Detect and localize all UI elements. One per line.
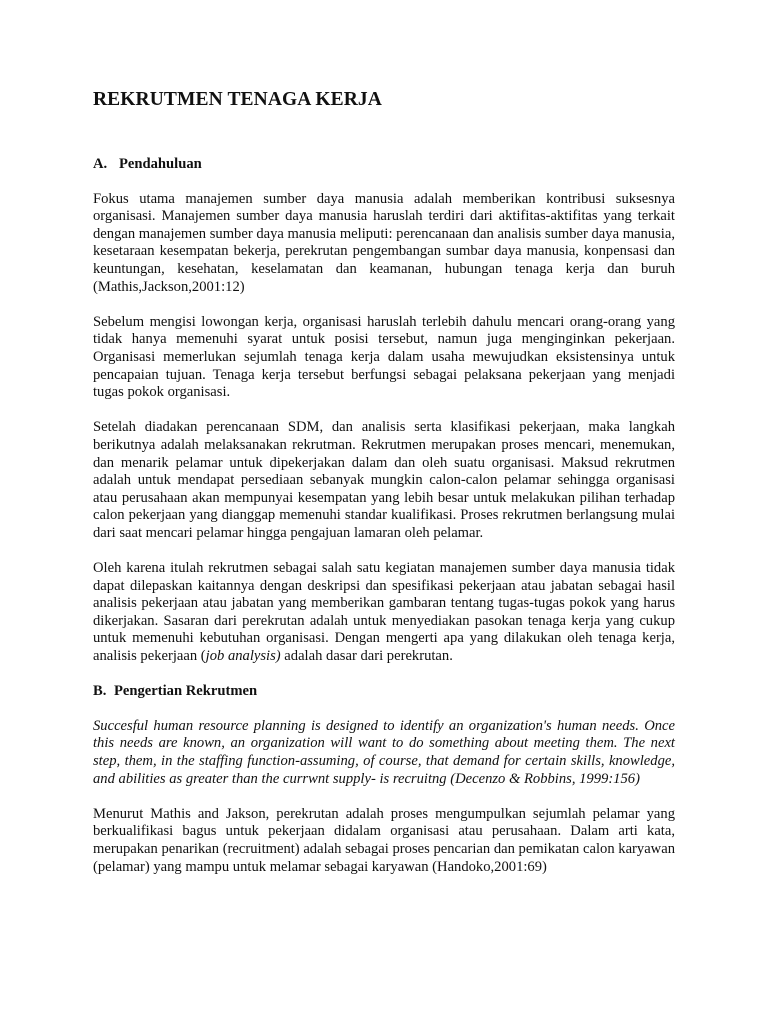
italic-term: job analysis) <box>205 648 281 665</box>
paragraph: Menurut Mathis and Jakson, perekrutan adalah proses mengumpulkan sejumlah pelamar yang berkualifikasi bagus untuk pekerjaan didalam organisasi atau perusahaan. Dalam arti kata, merupakan penarikan (recruitment) adalah sebagai proses pencarian dan pemikatan calon karyawan (pelamar) yang mampu untuk melamar sebagai karyawan (Handoko,2001:69) <box>93 805 675 875</box>
paragraph: Fokus utama manajemen sumber daya manusia adalah memberikan kontribusi suksesnya organisasi. Manajemen sumber daya manusia haruslah terdiri dari aktifitas-aktifitas yang terkait dengan manajemen sumber daya manusia meliputi: perencanaan dan analisis sumber daya manusia, kesetaraan kesempatan bekerja, perekrutan pengembangan sumbar daya manusia, konpensasi dan keuntungan, kesehatan, keselamatan dan keamanan, hubungan tenaga kerja dan buruh (Mathis,Jackson,2001:12) <box>93 190 675 295</box>
section-heading-text: Pengertian Rekrutmen <box>114 683 258 700</box>
document-page <box>93 88 675 894</box>
section-number: A. <box>93 156 108 172</box>
paragraph-job-analysis <box>93 560 675 666</box>
paragraph: Sebelum mengisi lowongan kerja, organisasi haruslah terlebih dahulu mencari orang-orang yang tidak hanya memenuhi syarat untuk posisi tersebut, namun juga menginginkan pekerjaan. Organisasi memerlukan sejumlah tenaga kerja dalam usaha mewujudkan eksistensinya untuk pencapaian tujuan. Tenaga kerja tersebut berfungsi sebagai pelaksana pekerjaan yang menjadi tugas pokok organisasi. <box>93 313 675 401</box>
section-heading-pengertian <box>93 683 675 701</box>
section-number: B. <box>93 683 107 700</box>
section-heading-pendahuluan <box>93 156 675 174</box>
paragraph: Setelah diadakan perencanaan SDM, dan analisis serta klasifikasi pekerjaan, maka langkah berikutnya adalah melaksanakan rekrutman. Rekrutmen merupakan proses mencari, menemukan, dan menarik pelamar untuk dipekerjakan dalam dan oleh suatu organisasi. Maksud rekrutmen adalah untuk mendapat persediaan sebanyak mungkin calon-calon pelamar sehingga organisasi atau perusahaan akan mempunyai kesempatan yang lebih besar untuk melakukan pilihan terhadap calon pekerjaan yang dianggap memenuhi standar kualifikasi. Proses rekrutmen berlangsung mulai dari saat mencari pelamar hingga pengajuan lamaran oleh pelamar. <box>93 419 675 541</box>
paragraph-text: Oleh karena itulah rekrutmen sebagai salah satu kegiatan manajemen sumber daya manusia tidak dapat dilepaskan kaitannya dengan deskripsi dan spesifikasi pekerjaan atau jabatan sebagai hasil analisis pekerjaan atau jabatan yang memberikan gambaran tentang tugas-tugas pokok yang harus dikerjakan. Sasaran dari perekrutan adalah untuk menyediakan pasokan tenaga kerja yang cukup untuk memenuhi kebutuhan organisasi. Dengan mengerti apa yang dilakukan oleh tenaga kerja, analisis pekerjaan ( <box>93 560 675 665</box>
document-title: REKRUTMEN TENAGA KERJA <box>93 89 382 110</box>
section-heading-text: Pendahuluan <box>119 156 202 172</box>
paragraph-text: adalah dasar dari perekrutan. <box>280 648 453 665</box>
quote-paragraph: Succesful human resource planning is designed to identify an organization's human needs. Once this needs are known, an organization will want to do something about meeting them. The next step, them, in the staffing function-assuming, of course, that demand for certain skills, knowledge, and abilities as greater than the currwnt supply- is recruitng (Decenzo & Robbins, 1999:156) <box>93 717 675 787</box>
